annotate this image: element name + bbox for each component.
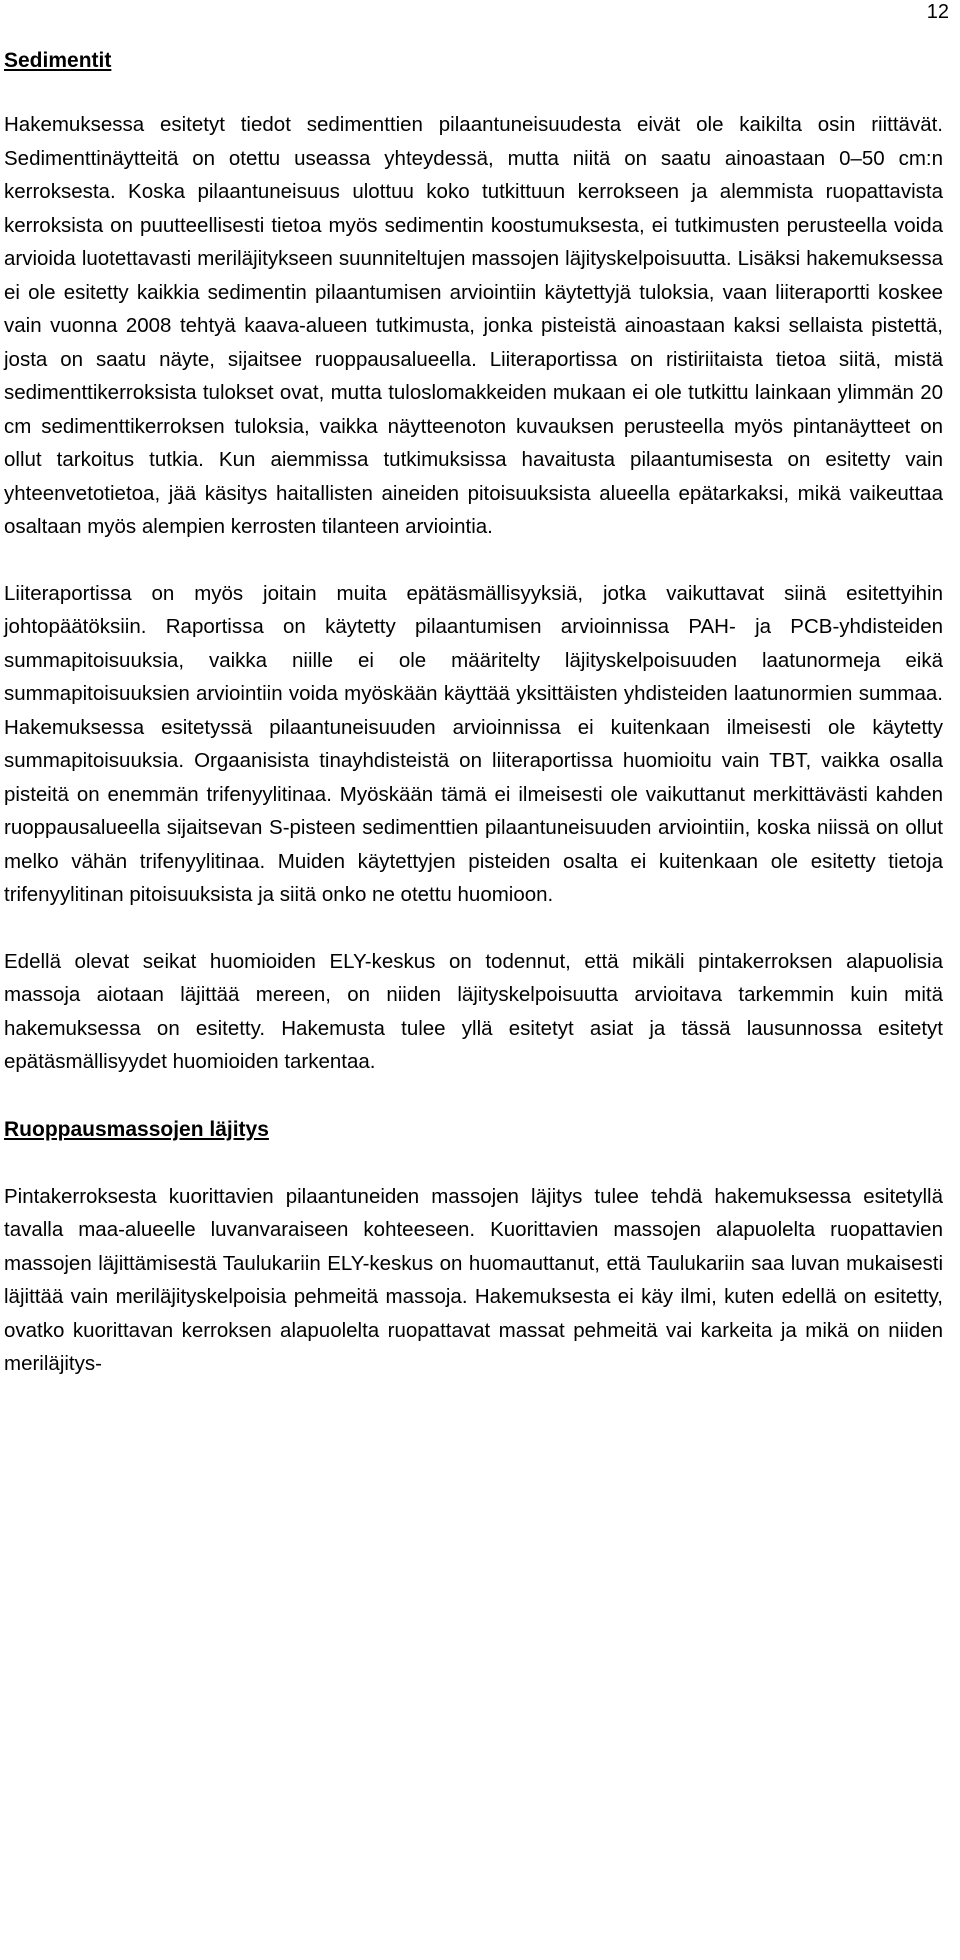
page-number: 12 bbox=[926, 1, 949, 23]
section-heading-ruoppausmassojen-lajitys: Ruoppausmassojen läjitys bbox=[4, 1117, 269, 1141]
section-heading-sedimentit: Sedimentit bbox=[4, 49, 112, 72]
paragraph: Liiteraportissa on myös joitain muita epätäsmällisyyksiä, jotka vaikuttavat siinä esitettyihin johtopäätöksiin. Raportissa on käytetty pilaantumisen arvioinnissa PAH- ja PCB-yhdisteiden summapitoisuuksia, vaikka niille ei ole määritelty läjityskelpoisuuden laatunormeja eikä summapitoisuuksien arviointiin voida myöskään käyttää yksittäisten yhdisteiden laatunormien summaa. Hakemuksessa esitetyssä pilaantuneisuuden arvioinnissa ei kuitenkaan ilmeisesti ole käytetty summapitoisuuksia. Orgaanisista tinayhdisteistä on liiteraportissa huomioitu vain TBT, vaikka osalla pisteitä on enemmän trifenyylitinaa. Myöskään tämä ei ilmeisesti ole vaikuttanut merkittävästi kahden ruoppausalueella sijaitsevan S-pisteen sedimenttien pilaantuneisuuden arviointiin, koska niissä on ollut melko vähän trifenyylitinaa. Muiden käytettyjen pisteiden osalta ei kuitenkaan ole esitetty tietoja trifenyylitinan pitoisuuksista ja siitä onko ne otettu huomioon. bbox=[4, 581, 943, 906]
paragraph: Hakemuksessa esitetyt tiedot sedimenttien pilaantuneisuudesta eivät ole kaikilta osin riittävät. Sedimenttinäytteitä on otettu useassa yhteydessä, mutta niitä on saatu ainoastaan 0–50 cm:n kerroksesta. Koska pilaantuneisuus ulottuu koko tutkittuun kerrokseen ja alemmista ruopattavista kerroksista on puutteellisesti tietoa myös sedimentin koostumuksesta, ei tutkimusten perusteella voida arvioida luotettavasti meriläjitykseen suunniteltujen massojen läjityskelpoisuutta. Lisäksi hakemuksessa ei ole esitetty kaikkia sedimentin pilaantumisen arviointiin käytettyjä tuloksia, vaan liiteraportti koskee vain vuonna 2008 tehtyä kaava-alueen tutkimusta, jonka pisteistä ainoastaan kaksi sellaista pistettä, josta on saatu näyte, sijaitsee ruoppausalueella. Liiteraportissa on ristiriitaista tietoa siitä, mistä sedimenttikerroksista tulokset ovat, mutta tuloslomakkeiden mukaan ei ole tutkittu lainkaan ylimmän 20 cm sedimenttikerroksen tuloksia, vaikka näytteenoton kuvauksen perusteella myös pintanäytteet on ollut tarkoitus tutkia. Kun aiemmissa tutkimuksissa havaitusta pilaantumisesta on esitetty vain yhteenvetotietoa, jää käsitys haitallisten aineiden pitoisuuksista alueella epätarkaksi, mikä vaikeuttaa osaltaan myös alempien kerrosten tilanteen arviointia. bbox=[4, 113, 943, 538]
paragraph: Edellä olevat seikat huomioiden ELY-keskus on todennut, että mikäli pintakerroksen alapuolisia massoja aiotaan läjittää mereen, on niiden läjityskelpoisuutta arvioitava tarkemmin kuin mitä hakemuksessa on esitetty. Hakemusta tulee yllä esitetyt asiat ja tässä lausunnossa esitetyt epätäsmällisyydet huomioiden tarkentaa. bbox=[4, 949, 943, 1073]
document-body bbox=[4, 44, 943, 1381]
paragraph: Pintakerroksesta kuorittavien pilaantuneiden massojen läjitys tulee tehdä hakemuksessa esitetyllä tavalla maa-alueelle luvanvaraiseen kohteeseen. Kuorittavien massojen alapuolelta ruopattavien massojen läjittämisestä Taulukariin ELY-keskus on huomauttanut, että Taulukariin saa luvan mukaisesti läjittää vain meriläjityskelpoisia pehmeitä massoja. Hakemuksesta ei käy ilmi, kuten edellä on esitetty, ovatko kuorittavan kerroksen alapuolelta ruopattavat massat pehmeitä vai karkeita ja mikä on niiden meriläjitys- bbox=[4, 1184, 943, 1375]
